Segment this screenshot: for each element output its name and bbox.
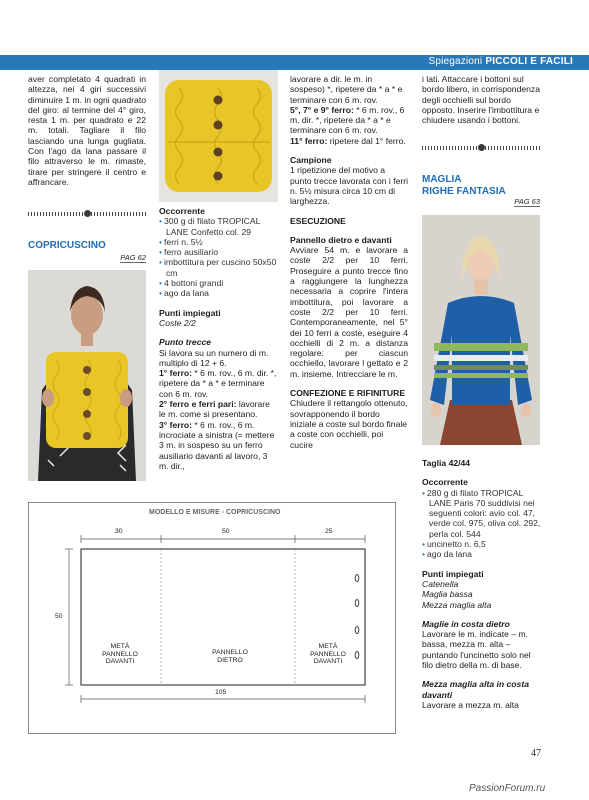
costa-title: Maglie in costa dietro [422, 618, 510, 629]
costa-text: Lavorare le m. indicate – m. bassa, mezza m. alta – puntando l'uncinetto solo nel filo dietro della m. di base. [422, 629, 531, 671]
column-4 [422, 74, 544, 125]
dim-width-2: 50 [222, 528, 230, 535]
section-header: Spiegazioni PICCOLI E FACILI [428, 56, 573, 67]
column-2 [159, 206, 278, 471]
divider-dot [84, 210, 91, 217]
divider [28, 212, 146, 216]
diagram-title: MODELLO E MISURE - COPRICUSCINO [149, 509, 281, 516]
list-item: • ferro ausiliario [159, 247, 278, 257]
list-item: • 4 bottoni grandi [159, 278, 278, 288]
schematic-diagram [28, 502, 396, 734]
label-back-panel: PANNELLO DIETRO [212, 649, 248, 664]
diagram-drawing [29, 503, 397, 735]
page-ref: PAG 62 [120, 252, 146, 262]
dim-height: 50 [55, 613, 63, 620]
photo-yellow-pillow [159, 70, 278, 202]
list-item: • ago da lana [422, 549, 544, 559]
campione-text: 1 ripetizione del motivo a punto trecce lavorata con i ferri n. 5½ misura circa 10 cm di larghezza. [290, 165, 408, 207]
column-3 [290, 74, 408, 450]
dim-total: 105 [215, 689, 227, 696]
punti-item: Mezza maglia alta [422, 599, 492, 610]
trecce-title: Punto trecce [159, 337, 212, 348]
taglia: Taglia 42/44 [422, 458, 471, 468]
row-1: 1° ferro: * 6 m. rov., 6 m. dir. *, ripetere da * a * e terminare con 6 m. rov. [159, 368, 277, 399]
punti-item: Maglia bassa [422, 589, 473, 600]
pannello-text: Avviare 54 m. e lavorare a coste 2/2 per 10 ferri. Proseguire a punto trecce fino a raggiungere la lunghezza necessaria a coprire l'intera imbottitura, poi lavorare a coste 2/2 per 10 ferri. Contemporaneamente, nel 5° dei 10 ferri a coste, eseguire 4 occhielli di 2 m. a distanza regolare: per ciascun occhiello, lavorare l gettato e 2 m. insieme. Intrecciare le m. [290, 245, 408, 379]
list-item: • 300 g di filato TROPICAL LANE Confetto col. 29 [159, 216, 278, 237]
campione-title: Campione [290, 155, 332, 166]
mma-title: Mezza maglia alta in costa davanti [422, 679, 529, 700]
esecuzione-title: ESECUZIONE [290, 215, 346, 226]
row-5: 5°, 7° e 9° ferro: * 6 m. rov., 6 m. dir. *, ripetere da * a * e terminare con 6 m. rov. [290, 104, 405, 136]
punti-item: Catenella [422, 578, 459, 589]
confezione-title: CONFEZIONE E RIFINITURE [290, 388, 406, 399]
section-header-bar [0, 55, 589, 70]
row-2: 2° ferro e ferri pari: lavorare le m. come si presentano. [159, 399, 270, 420]
page-number: 47 [531, 748, 541, 759]
row-11: 11° ferro: ripetere dal 1° ferro. [290, 135, 406, 146]
row-3: 3° ferro: * 6 m. rov., 6 m. incrociate a sinistra (= mettere 3 m. in sospeso su un ferro ausiliario davanti al lavoro, 3 m. dir., [159, 419, 275, 471]
trecce-text: Si lavora su un numero di m. multiplo di 12 + 6. [159, 347, 269, 368]
column-1 [28, 74, 146, 196]
list-item: • ferri n. 5½ [159, 237, 278, 247]
list-item: • ago da lana [159, 288, 278, 298]
punti-title: Punti impiegati [422, 568, 484, 579]
section-title: COPRICUSCINO [28, 240, 106, 251]
section-title-line1: MAGLIA [422, 174, 462, 185]
photo-woman-sweater [422, 215, 540, 445]
list-item: • imbottitura per cuscino 50x50 cm [159, 257, 278, 278]
column-4-lower [422, 458, 544, 710]
occorrente-title: Occorrente [422, 477, 468, 488]
section-maglia [422, 174, 540, 207]
list-item: • uncinetto n. 6,5 [422, 539, 544, 549]
photo-woman-pillow [28, 270, 146, 481]
dim-width-1: 30 [115, 528, 123, 535]
dim-width-3: 25 [325, 528, 333, 535]
occorrente-title: Occorrente [159, 206, 205, 216]
section-title-line2: RIGHE FANTASIA [422, 185, 506, 197]
pannello-title: Pannello dietro e davanti [290, 234, 392, 245]
punti-text: Coste 2/2 [159, 317, 196, 328]
punti-title: Punti impiegati [159, 307, 221, 318]
label-half-front-right: METÀ PANNELLO DAVANTI [310, 643, 346, 665]
text-paragraph: i lati. Attaccare i bottoni sul bordo libero, in corrispondenza degli occhielli sul bordo opposto. Inserire l'imbottitura e chiudere usando i bottoni. [422, 74, 540, 126]
confezione-text: Chiudere il rettangolo ottenuto, sovrapponendo il bordo iniziale a coste sul bordo finale a coste con occhielli, poi cucire [290, 398, 408, 450]
page-ref: PAG 63 [514, 197, 540, 206]
section-copricuscino [28, 240, 146, 263]
text-paragraph: lavorare a dir. le m. in sospeso) *, ripetere da * a * e terminare con 6 m. rov. [290, 74, 403, 105]
watermark: PassionForum.ru [469, 783, 546, 794]
mma-text: Lavorare a mezza m. alta [422, 699, 519, 710]
divider-dot [478, 144, 485, 151]
divider [422, 146, 540, 150]
list-item: • 280 g di filato TROPICAL LANE Paris 70 suddivisi nei seguenti colori: avio col. 47, verde col. 975, oliva col. 292, perla col. 544 [422, 488, 544, 539]
label-half-front-left: METÀ PANNELLO DAVANTI [102, 643, 138, 665]
text-paragraph: aver completato 4 quadrati in altezza, nei 4 giri successivi diminuire 1 m. in ogni quadrato del giro: al termine del 4° giro, resta 1 m. per quadrato e 22 m. totali. Tagliare il filo lasciando una lunga gugliata. Con l'ago da lana passare il filo attraverso le m. rimaste, tirare per stringere il centro e affrancare. [28, 74, 146, 187]
